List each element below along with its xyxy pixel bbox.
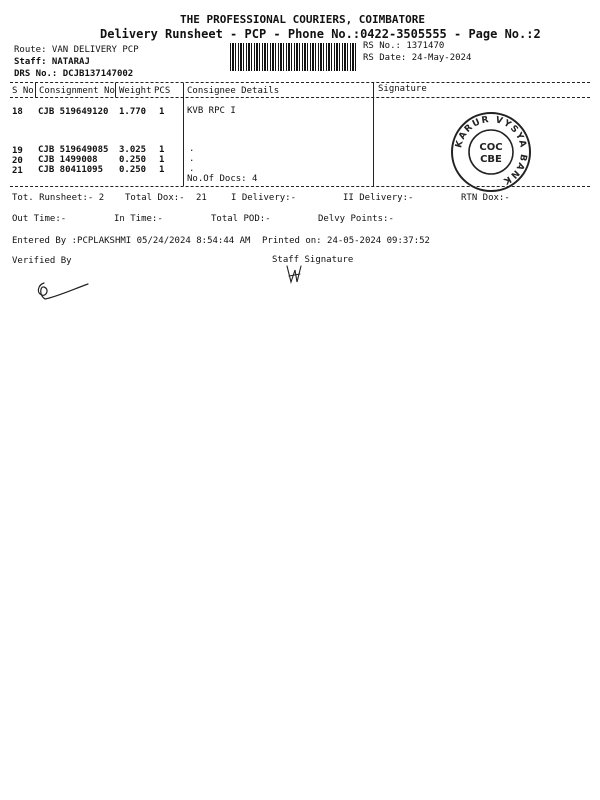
bank-stamp xyxy=(450,111,532,193)
verifier-signature xyxy=(30,275,92,307)
row-pcs: 1 xyxy=(159,165,165,175)
col-divider xyxy=(373,83,374,186)
page-title: Delivery Runsheet - PCP - Phone No.:0422-3505555 - Page No.:2 xyxy=(100,27,541,41)
row-details: . xyxy=(189,154,195,164)
tot-runsheet: Tot. Runsheet:- 2 xyxy=(12,193,105,203)
row-consignment: CJB 519649085 xyxy=(38,145,109,155)
staff-text: Staff: NATARAJ xyxy=(14,57,90,67)
row-sno: 20 xyxy=(12,156,23,166)
entered-by: Entered By :PCPLAKSHMI 05/24/2024 8:54:44 AM xyxy=(12,236,251,246)
row-sno: 18 xyxy=(12,107,23,117)
col-divider xyxy=(35,83,36,97)
row-details: KVB RPC I xyxy=(187,106,236,116)
row-weight: 0.250 xyxy=(119,155,147,165)
total-dox-label: Total Dox:- xyxy=(125,193,185,203)
company-name: THE PROFESSIONAL COURIERS, COIMBATORE xyxy=(180,13,426,26)
delvy-points: Delvy Points:- xyxy=(318,214,394,224)
drs-number: DRS No.: DCJB137147002 xyxy=(14,69,134,79)
table-header-rule xyxy=(10,97,590,98)
printed-on: Printed on: 24-05-2024 09:37:52 xyxy=(262,236,430,246)
route-text: Route: VAN DELIVERY PCP xyxy=(14,45,139,55)
total-pod: Total POD:- xyxy=(211,214,271,224)
col-divider xyxy=(183,83,184,186)
row-pcs: 1 xyxy=(159,155,165,165)
stamp-center-line1: COC xyxy=(479,142,503,153)
table-top-rule xyxy=(10,82,590,83)
header-consignee: Consignee Details xyxy=(187,86,280,96)
stamp-ring-text: KARUR VYSYA BANK xyxy=(454,114,529,187)
barcode xyxy=(230,43,358,71)
row-consignment: CJB 1499008 xyxy=(38,155,98,165)
header-signature: Signature xyxy=(378,84,427,94)
header-sno: S No xyxy=(12,86,34,96)
row-consignment: CJB 519649120 xyxy=(38,107,109,117)
i-delivery: I Delivery:- xyxy=(231,193,297,203)
row-weight: 3.025 xyxy=(119,145,147,155)
stamp-center-line2: CBE xyxy=(480,154,502,165)
row-consignment: CJB 80411095 xyxy=(38,165,104,175)
header-pcs: PCS xyxy=(154,86,171,96)
row-sno: 21 xyxy=(12,166,23,176)
staff-signature-label: Staff Signature xyxy=(272,255,354,265)
verified-by-label: Verified By xyxy=(12,256,72,266)
row-weight: 1.770 xyxy=(119,107,147,117)
row-details: . xyxy=(189,164,195,174)
row-pcs: 1 xyxy=(159,145,165,155)
rs-date: RS Date: 24-May-2024 xyxy=(363,53,472,63)
in-time: In Time:- xyxy=(114,214,163,224)
staff-signature xyxy=(283,262,305,288)
row-sno: 19 xyxy=(12,146,23,156)
rs-number: RS No.: 1371470 xyxy=(363,41,445,51)
row-pcs: 1 xyxy=(159,107,165,117)
col-divider xyxy=(115,83,116,97)
out-time: Out Time:- xyxy=(12,214,67,224)
ii-delivery: II Delivery:- xyxy=(343,193,414,203)
row-details: . xyxy=(189,144,195,154)
row-weight: 0.250 xyxy=(119,165,147,175)
no-of-docs: No.Of Docs: 4 xyxy=(187,174,258,184)
header-weight: Weight xyxy=(119,86,152,96)
header-consignment: Consignment No xyxy=(39,86,115,96)
total-dox-value: 21 xyxy=(196,193,207,203)
rtn-dox: RTN Dox:- xyxy=(461,193,510,203)
